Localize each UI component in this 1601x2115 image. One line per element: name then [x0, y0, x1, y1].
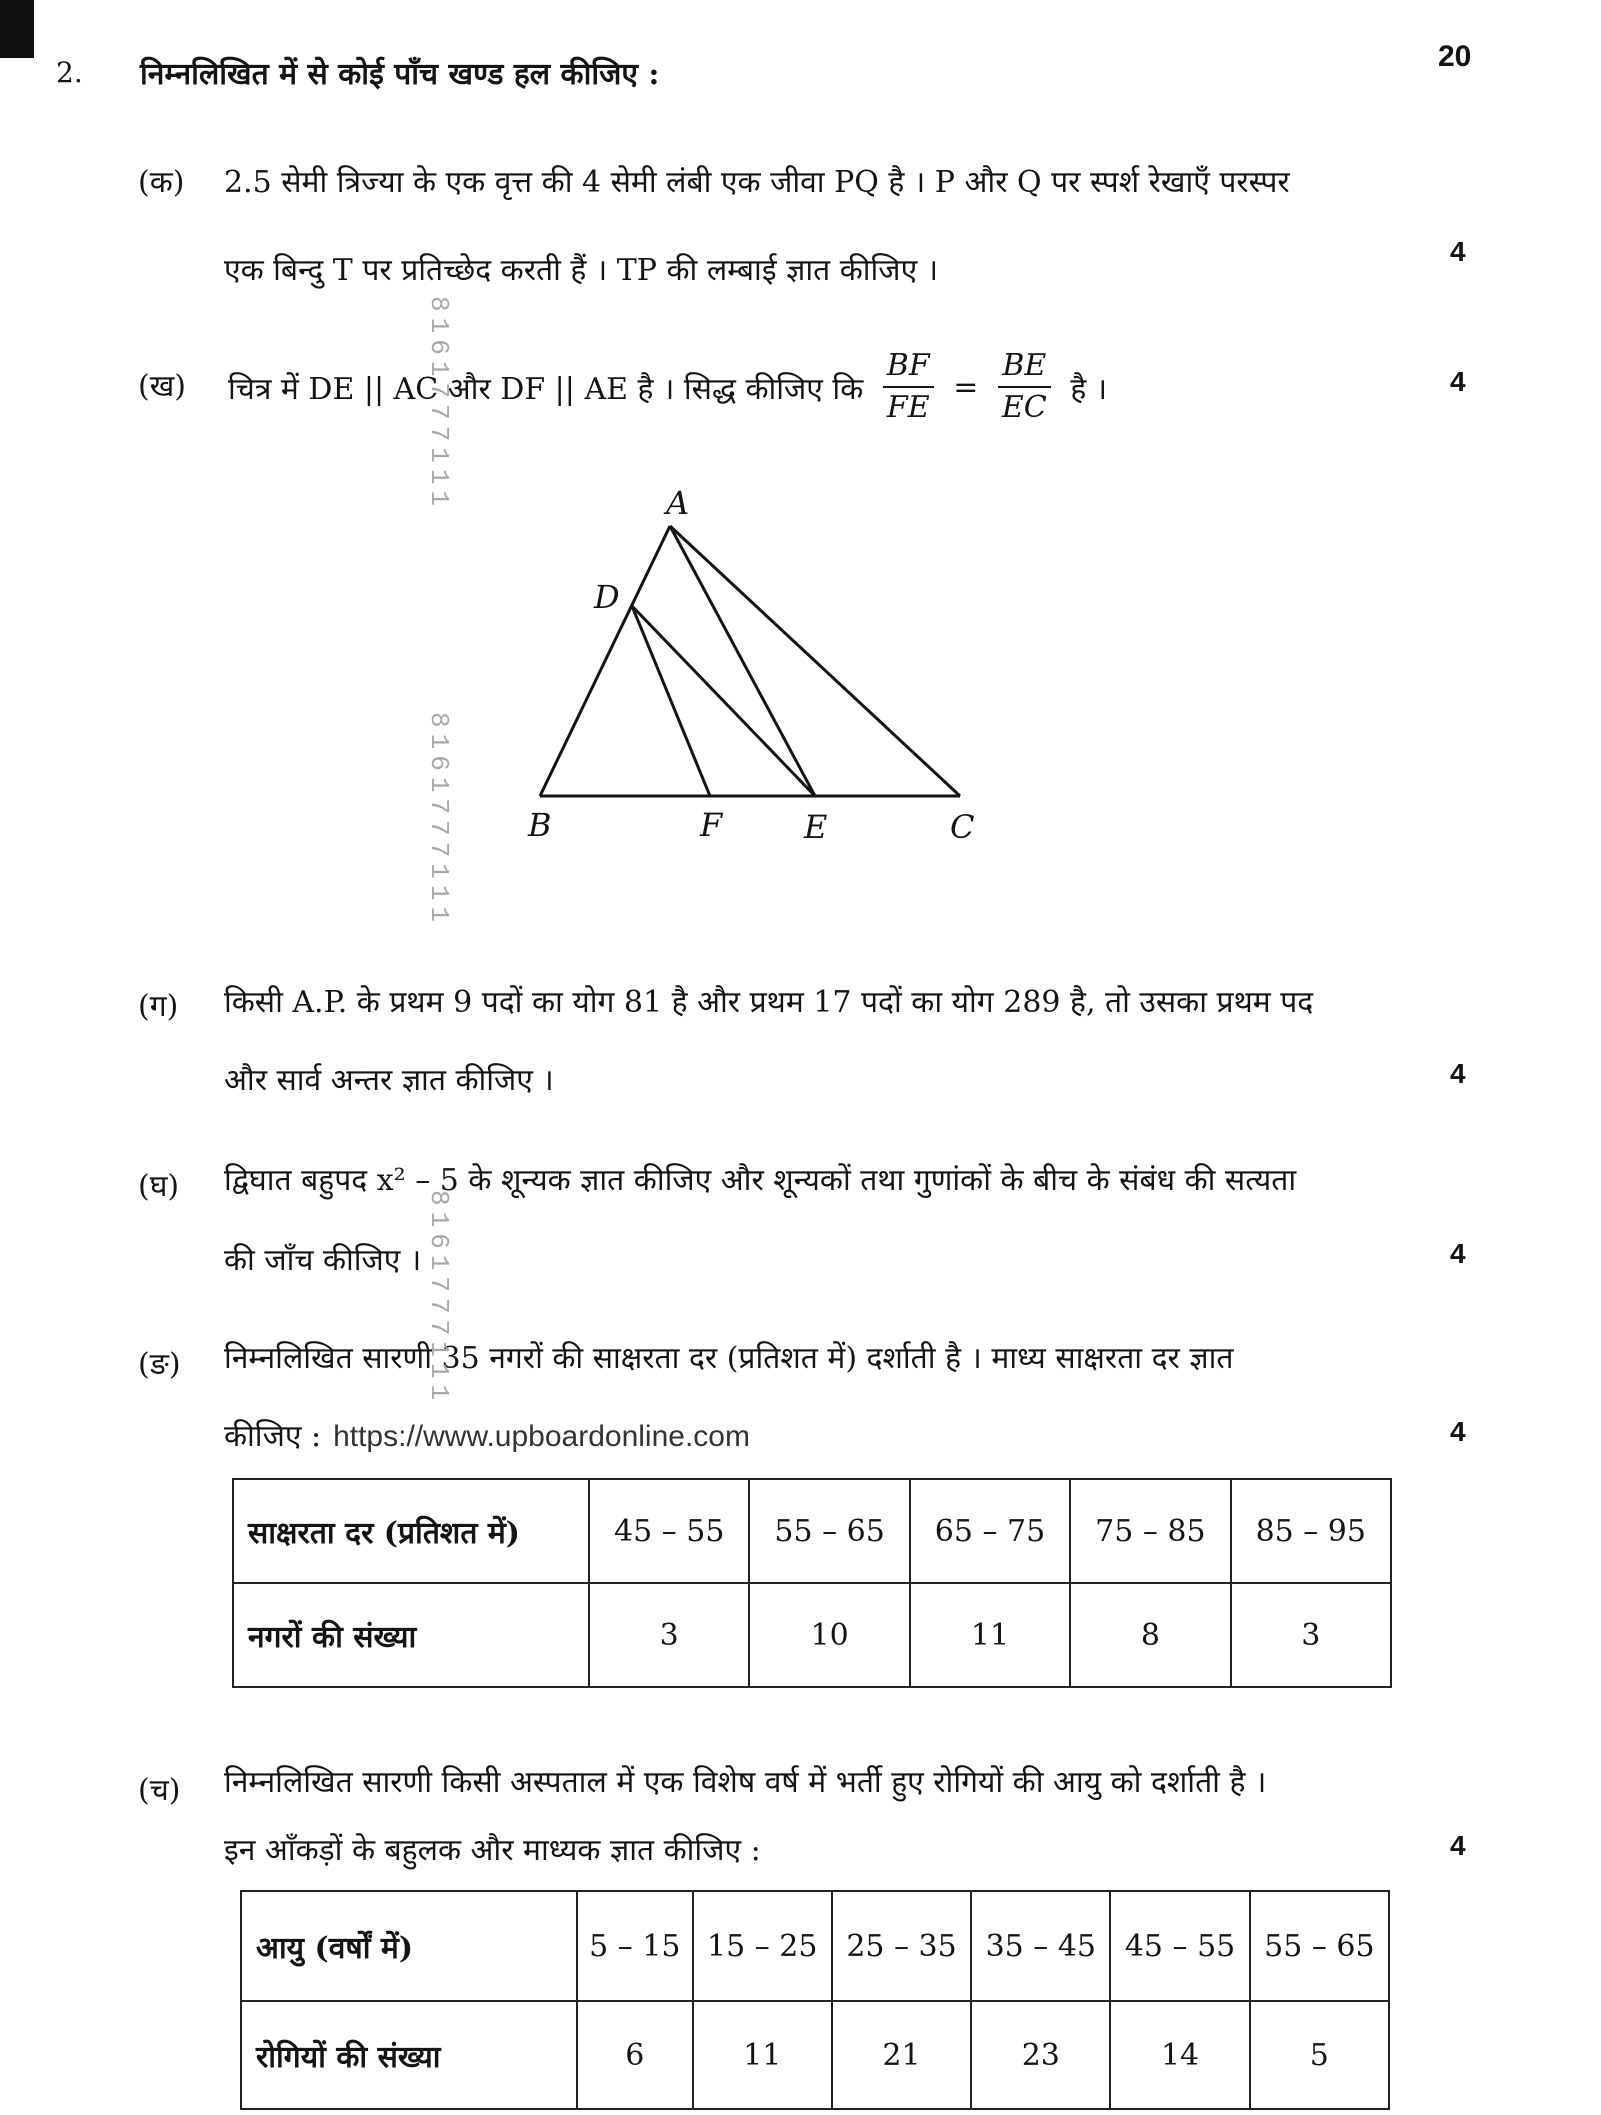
literacy-count-cell: 11 — [910, 1583, 1070, 1687]
part-kha-text-before: चित्र में DE || AC और DF || AE है । सिद्ध कीजिए कि — [228, 371, 864, 407]
age-class-cell: 15 – 25 — [693, 1891, 832, 2001]
part-cha-line2: इन आँकड़ों के बहुलक और माध्यक ज्ञात कीजिए : — [224, 1833, 761, 1868]
age-class-cell: 5 – 15 — [577, 1891, 693, 2001]
segment-ab — [540, 526, 670, 796]
literacy-class-cell: 55 – 65 — [749, 1479, 909, 1583]
part-gha-marks: 4 — [1450, 1238, 1466, 1269]
equals-sign: = — [953, 369, 979, 405]
age-table-count-row — [241, 2001, 1389, 2109]
part-ka-line2: एक बिन्दु T पर प्रतिच्छेद करती हैं । TP की लम्बाई ज्ञात कीजिए । — [224, 253, 939, 288]
fraction-bf-fe-numerator: BF — [883, 346, 934, 388]
literacy-count-cell: 3 — [1231, 1583, 1391, 1687]
fraction-be-ec-denominator: EC — [1001, 390, 1047, 425]
question-number: 2. — [56, 56, 83, 89]
age-class-cell: 35 – 45 — [971, 1891, 1110, 2001]
part-cha-marks: 4 — [1450, 1830, 1466, 1861]
part-cha-line1: निम्नलिखित सारणी किसी अस्पताल में एक विशेष वर्ष में भर्ती हुए रोगियों की आयु को दर्शाती है । — [224, 1765, 1267, 1800]
part-nga-label: (ङ) — [138, 1347, 181, 1382]
point-d-label: D — [594, 578, 620, 616]
segment-df — [632, 606, 710, 796]
literacy-class-cell: 75 – 85 — [1070, 1479, 1230, 1583]
segment-ae — [670, 526, 815, 796]
part-gha-line1: द्विघात बहुपद x² – 5 के शून्यक ज्ञात कीजिए और शून्यकों तथा गुणांकों के बीच के संबंध की सत्यता — [224, 1163, 1297, 1198]
part-gha-label: (घ) — [138, 1169, 180, 1204]
corner-registration-mark — [0, 0, 34, 58]
point-b-label: B — [528, 806, 552, 844]
age-count-cell: 11 — [693, 2001, 832, 2109]
age-count-cell: 23 — [971, 2001, 1110, 2109]
part-ga-line2: और सार्व अन्तर ज्ञात कीजिए । — [224, 1063, 554, 1098]
literacy-class-cell: 45 – 55 — [589, 1479, 749, 1583]
page-number: 20 — [1438, 40, 1472, 73]
age-class-cell: 45 – 55 — [1110, 1891, 1249, 2001]
age-count-cell: 14 — [1110, 2001, 1249, 2109]
literacy-count-cell: 3 — [589, 1583, 749, 1687]
literacy-rate-table — [232, 1478, 1392, 1688]
literacy-class-cell: 65 – 75 — [910, 1479, 1070, 1583]
literacy-table-count-row — [233, 1583, 1391, 1687]
part-kha-label: (ख) — [138, 369, 186, 404]
point-c-label: C — [950, 808, 975, 846]
literacy-count-cell: 8 — [1070, 1583, 1230, 1687]
age-count-cell: 21 — [832, 2001, 971, 2109]
fraction-bf-fe-denominator: FE — [886, 390, 930, 425]
part-gha-line2: की जाँच कीजिए । — [224, 1243, 422, 1278]
fraction-bf-fe — [883, 346, 934, 428]
patient-age-table — [240, 1890, 1390, 2110]
age-table-class-row — [241, 1891, 1389, 2001]
fraction-be-ec — [998, 346, 1051, 428]
part-ka-label: (क) — [138, 165, 185, 200]
source-url: https://www.upboardonline.com — [333, 1420, 750, 1453]
point-a-label: A — [666, 484, 690, 522]
serial-stamp: 8161777111 — [424, 296, 454, 513]
segment-ac — [670, 526, 960, 796]
part-cha-label: (च) — [138, 1773, 181, 1808]
literacy-class-cell: 85 – 95 — [1231, 1479, 1391, 1583]
point-f-label: F — [700, 806, 723, 844]
serial-stamp: 8161777111 — [424, 712, 454, 929]
part-kha-marks: 4 — [1450, 366, 1466, 397]
age-table-header-label: आयु (वर्षों में) — [241, 1891, 577, 2001]
part-nga-marks: 4 — [1450, 1416, 1466, 1447]
literacy-table-row-label: नगरों की संख्या — [233, 1583, 589, 1687]
part-kha-statement — [224, 346, 1111, 428]
part-nga-line2: कीजिए : — [224, 1419, 322, 1454]
age-count-cell: 5 — [1250, 2001, 1389, 2109]
part-ga-line1: किसी A.P. के प्रथम 9 पदों का योग 81 है और प्रथम 17 पदों का योग 289 है, तो उसका प्रथम पद — [224, 985, 1314, 1020]
age-class-cell: 55 – 65 — [1250, 1891, 1389, 2001]
point-e-label: E — [804, 808, 828, 846]
literacy-count-cell: 10 — [749, 1583, 909, 1687]
serial-stamp: 8161777111 — [424, 1190, 454, 1407]
triangle-figure — [520, 478, 1020, 868]
age-table-row-label: रोगियों की संख्या — [241, 2001, 577, 2109]
part-kha-text-after: है । — [1070, 371, 1108, 407]
age-class-cell: 25 – 35 — [832, 1891, 971, 2001]
age-count-cell: 6 — [577, 2001, 693, 2109]
part-ka-marks: 4 — [1450, 236, 1466, 267]
fraction-be-ec-numerator: BE — [998, 346, 1051, 388]
part-ga-marks: 4 — [1450, 1058, 1466, 1089]
question-title: निम्नलिखित में से कोई पाँच खण्ड हल कीजिए : — [140, 57, 660, 92]
literacy-table-class-row — [233, 1479, 1391, 1583]
part-ga-label: (ग) — [138, 989, 179, 1024]
part-nga-line1: निम्नलिखित सारणी 35 नगरों की साक्षरता दर (प्रतिशत में) दर्शाती है । माध्य साक्षरता दर ज्ञात — [224, 1341, 1234, 1376]
part-nga-line2-row — [224, 1414, 750, 1455]
literacy-table-header-label: साक्षरता दर (प्रतिशत में) — [233, 1479, 589, 1583]
part-ka-line1: 2.5 सेमी त्रिज्या के एक वृत्त की 4 सेमी लंबी एक जीवा PQ है । P और Q पर स्पर्श रेखाएँ परस्पर — [224, 165, 1290, 200]
